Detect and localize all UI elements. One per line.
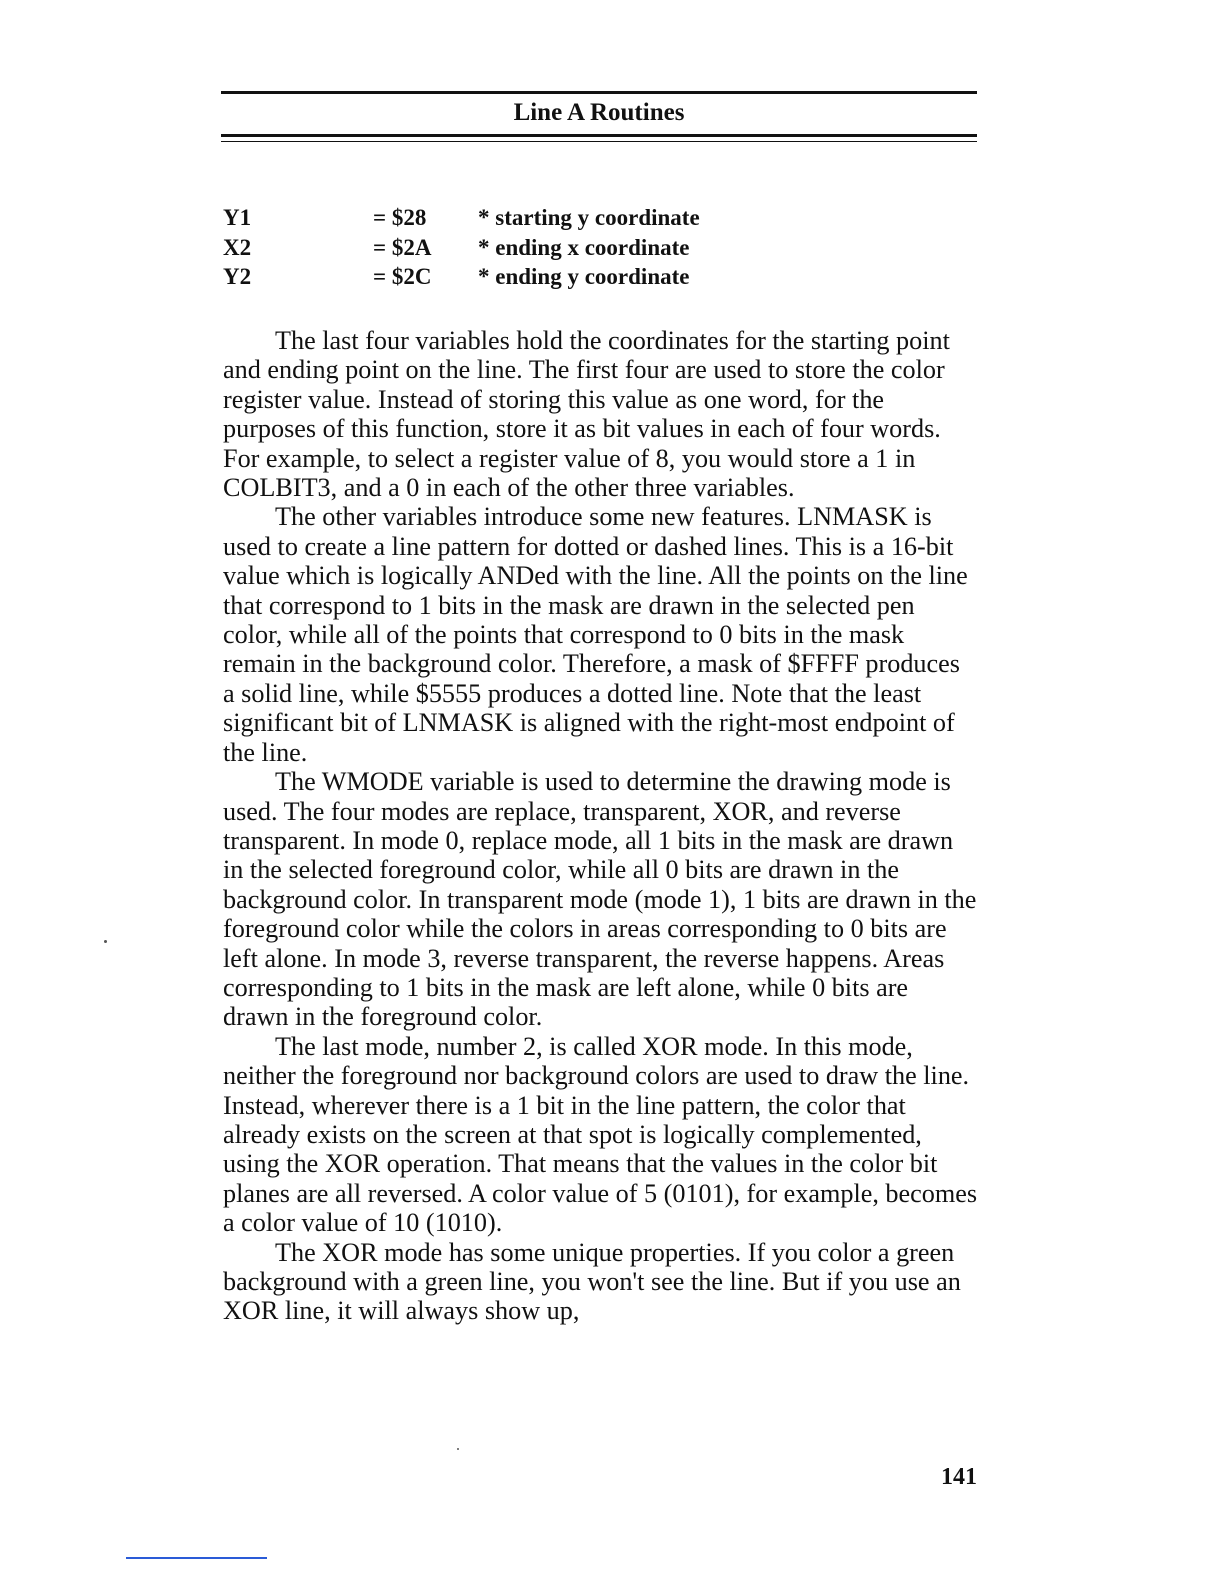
body-text bbox=[223, 326, 978, 1326]
scan-edge-line bbox=[126, 1557, 267, 1559]
paragraph: The WMODE variable is used to determine the drawing mode is used. The four modes are replace, transparent, XOR, and reverse transparent. In mode 0, replace mode, all 1 bits in the mask are drawn in the selected foreground color, while all 0 bits are drawn in the background color. In transparent mode (mode 1), 1 bits are drawn in the foreground color while the colors in areas corresponding to 0 bits are left alone. In mode 3, reverse transparent, the reverse happens. Areas corresponding to 1 bits in the mask are left alone, while 0 bits are drawn in the foreground color. bbox=[223, 767, 977, 1032]
code-variable-name: X2 bbox=[223, 234, 252, 260]
paragraph: The last four variables hold the coordinates for the starting point and ending point on the line. The first four are used to store the color register value. Instead of storing this value as one word, for the purposes of this function, store it as bit values in each of four words. For example, to select a register value of 8, you would store a 1 in COLBIT3, and a 0 in each of the other three variables. bbox=[223, 326, 950, 503]
paragraph: The XOR mode has some unique properties. If you color a green background with a green line, you won't see the line. But if you use an XOR line, it will always show up, bbox=[223, 1237, 961, 1326]
code-variable-value: = $2C bbox=[373, 264, 432, 289]
code-variable-name: Y1 bbox=[223, 205, 252, 230]
scan-speck bbox=[457, 1448, 459, 1450]
code-variable-name: Y2 bbox=[223, 264, 252, 289]
page-number: 141 bbox=[941, 1464, 977, 1490]
scan-speck bbox=[104, 940, 107, 943]
header-rule-bottom-thin bbox=[221, 141, 977, 142]
code-variable-value: = $28 bbox=[373, 205, 427, 230]
code-comment: * ending x coordinate bbox=[478, 234, 690, 260]
paragraph: The other variables introduce some new features. LNMASK is used to create a line pattern for dotted or dashed lines. This is a 16-bit value which is logically ANDed with the line. All the points on the line that correspond to 1 bits in the mask are drawn in the selected pen color, while all of the points that correspond to 0 bits in the mask remain in the background color. Therefore, a mask of $FFFF produces a solid line, while $5555 produces a dotted line. Note that the least significant bit of LNMASK is aligned with the right-most endpoint of the line. bbox=[223, 502, 968, 767]
running-header-title: Line A Routines bbox=[513, 99, 685, 126]
code-comment: * ending y coordinate bbox=[478, 264, 690, 289]
paragraph: The last mode, number 2, is called XOR mode. In this mode, neither the foreground nor background colors are used to draw the line. Instead, wherever there is a 1 bit in the line pattern, the color that already exists on the screen at that spot is logically complemented, using the XOR operation. That means that the values in the color bit planes are all reversed. A color value of 5 (0101), for example, becomes a color value of 10 (1010). bbox=[223, 1031, 978, 1238]
header-rule-top bbox=[221, 91, 977, 94]
code-comment: * starting y coordinate bbox=[478, 205, 700, 230]
header-rule-bottom bbox=[221, 134, 977, 137]
code-variable-value: = $2A bbox=[373, 234, 432, 260]
